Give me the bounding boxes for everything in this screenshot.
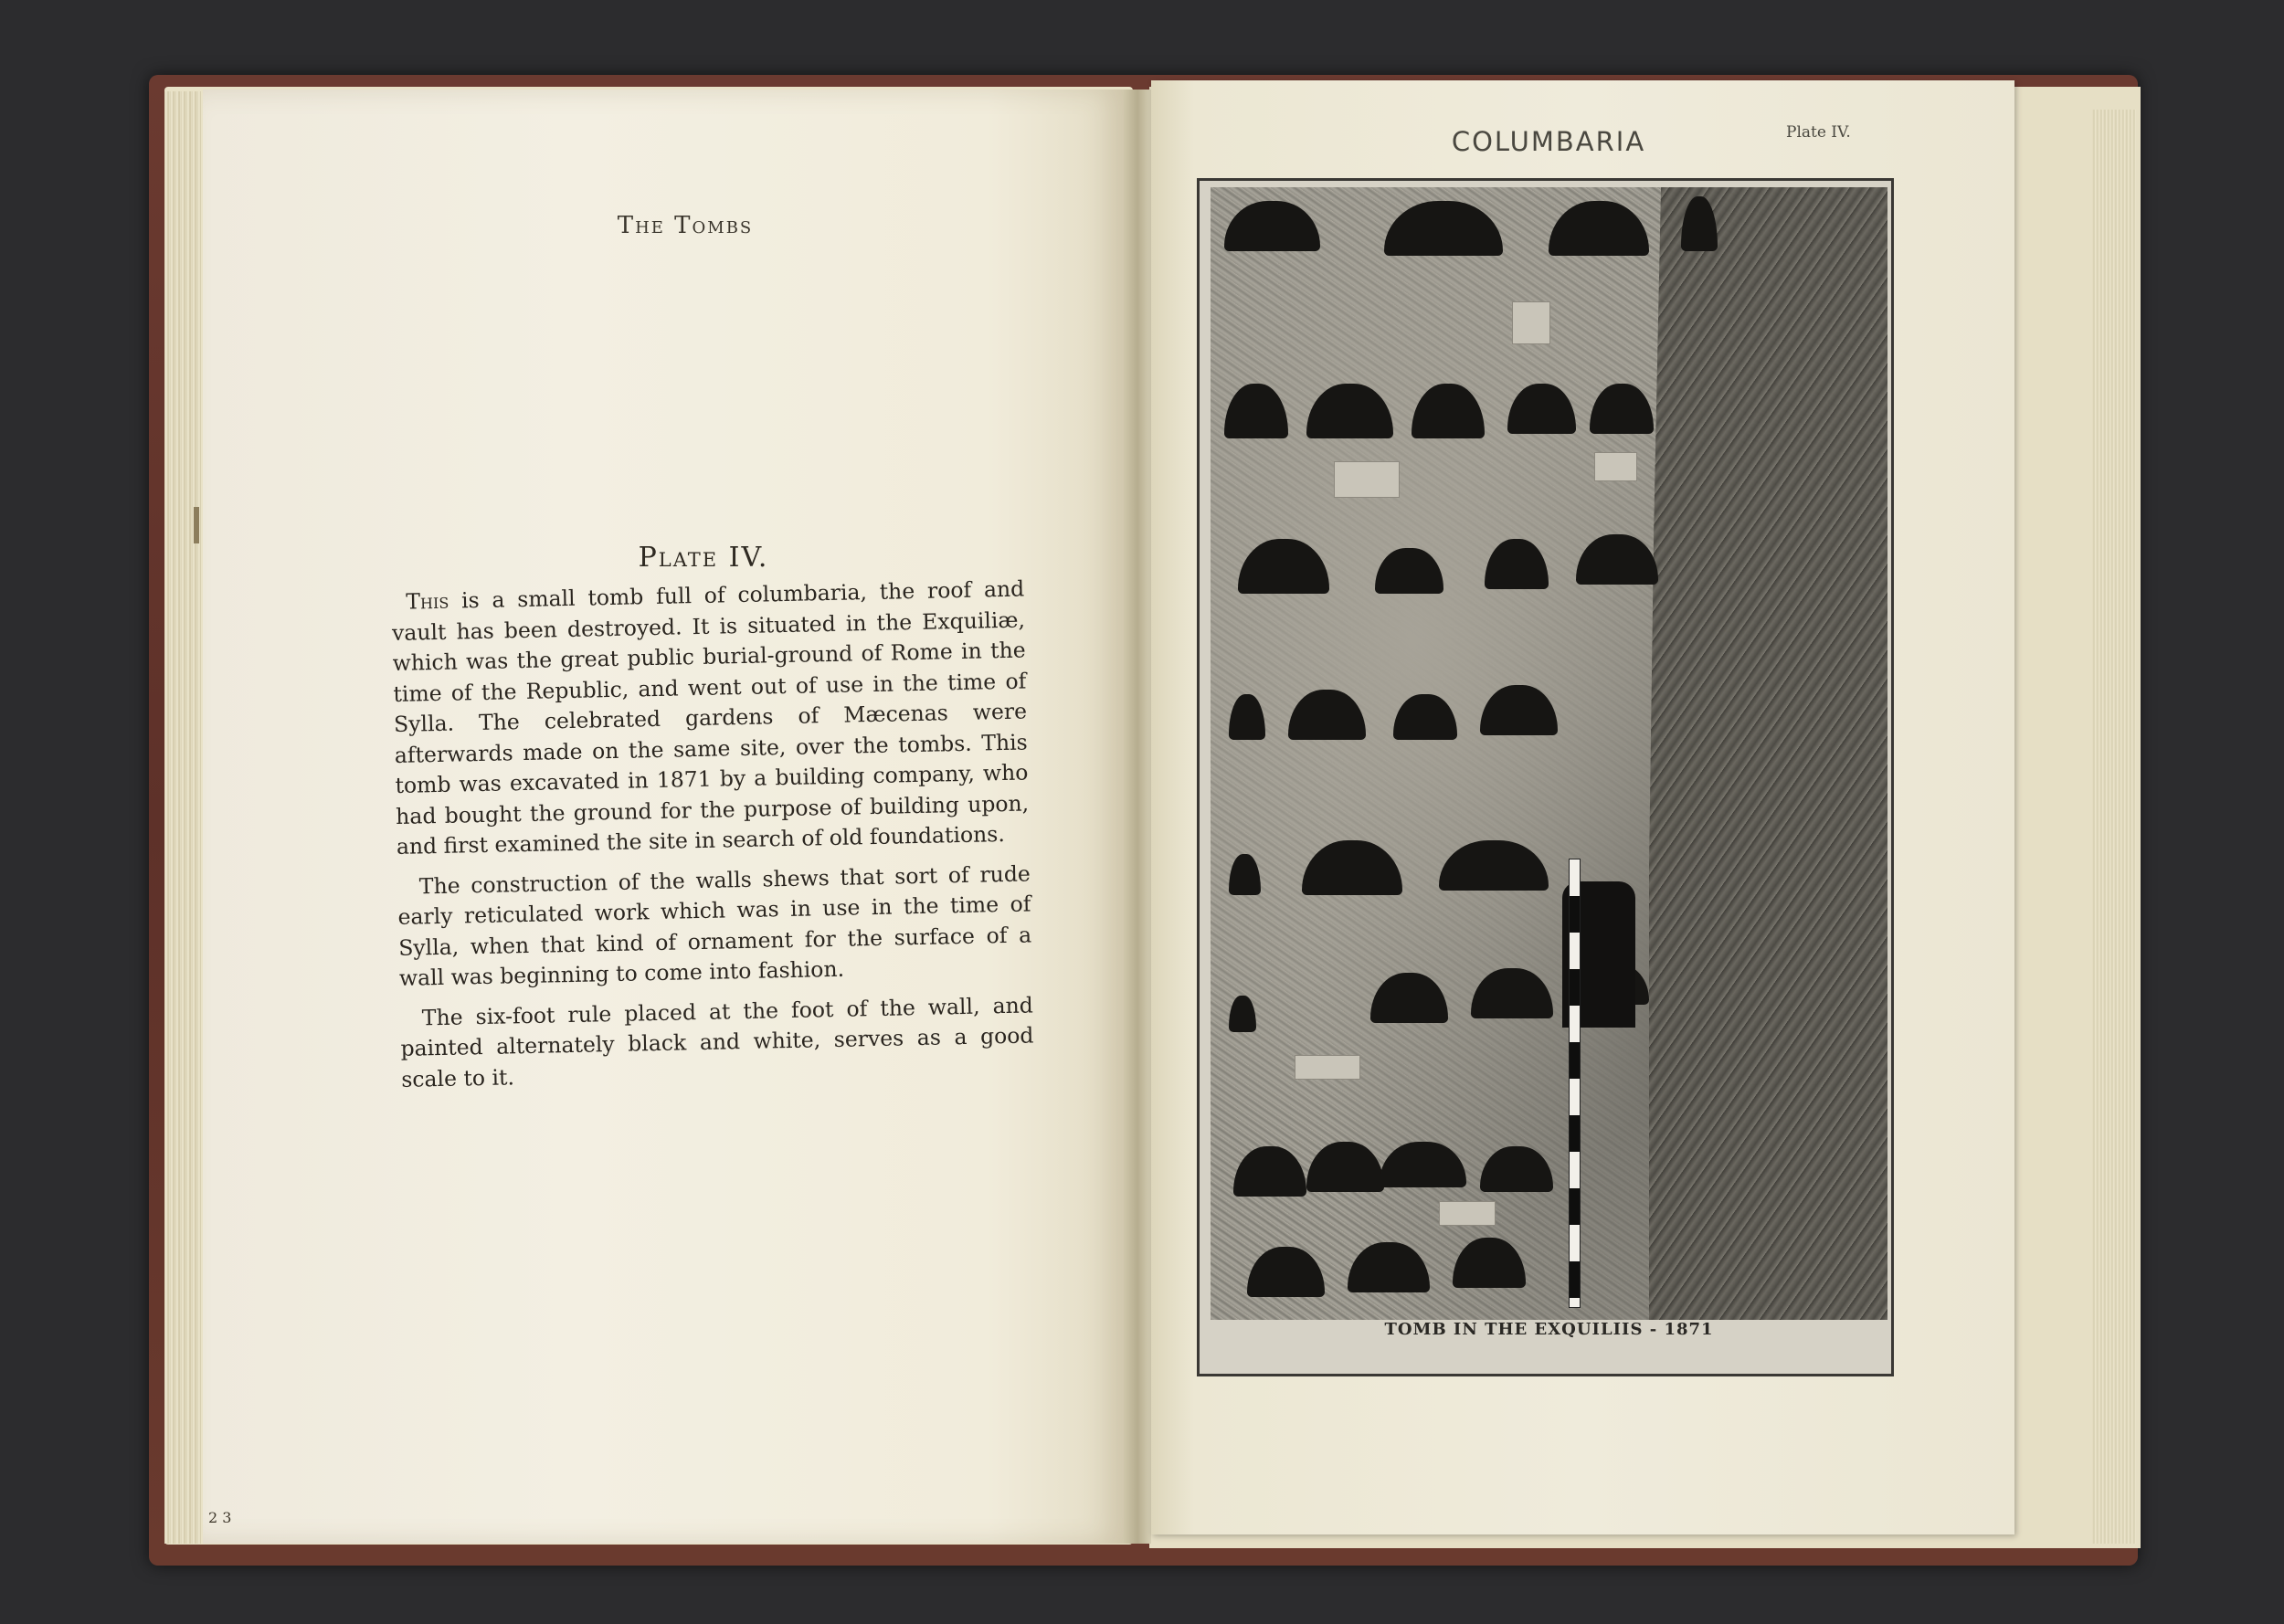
niche <box>1370 973 1448 1023</box>
inscription-tablet <box>1594 452 1637 481</box>
left-page-edges <box>164 91 201 1544</box>
niche <box>1549 201 1649 256</box>
running-head: The Tombs <box>617 212 754 239</box>
body-text <box>391 574 1035 1103</box>
niche <box>1229 694 1265 740</box>
tomb-photograph <box>1211 187 1887 1320</box>
paragraph-1-text: is a small tomb full of columbaria, the roof and vault has been destroyed. It is situated in the Exquiliæ, which was the great public burial-ground of Rome in the time of the Republic, and went out of use in the time of Sylla. The celebrated gardens of Mæcenas were afterwards made on the same site, over the tombs. This tomb was excavated in 1871 by a building company, who had bought the ground for the purpose of building upon, and first examined the site in search of old foundations. <box>391 575 1030 859</box>
niche <box>1288 690 1366 740</box>
book-gutter <box>1124 90 1151 1544</box>
inscription-tablet <box>1439 1201 1496 1226</box>
niche <box>1302 840 1402 895</box>
niche <box>1224 201 1320 251</box>
niche <box>1229 996 1256 1032</box>
niche <box>1576 534 1658 585</box>
niche <box>1229 854 1261 895</box>
niche <box>1238 539 1329 594</box>
paragraph-1 <box>391 574 1030 862</box>
niche <box>1507 384 1576 434</box>
plate-heading: Plate IV. <box>638 542 769 574</box>
page-tab-marker <box>194 507 199 543</box>
niche <box>1480 685 1558 735</box>
niche <box>1233 1146 1306 1197</box>
inscription-tablet <box>1334 461 1400 498</box>
niche <box>1590 384 1654 434</box>
niche <box>1485 539 1549 589</box>
paragraph-3: The six-foot rule placed at the foot of the wall, and painted alternately black and white, serves as a good scale to it. <box>400 991 1034 1092</box>
paragraph-1-lead: This <box>406 587 449 615</box>
niche <box>1439 840 1549 891</box>
niche <box>1306 1142 1384 1192</box>
niche <box>1375 548 1443 594</box>
six-foot-rule <box>1569 859 1581 1308</box>
niche <box>1412 384 1485 438</box>
right-page-edges <box>2092 110 2136 1544</box>
niche <box>1384 201 1503 256</box>
inscription-tablet <box>1512 301 1550 344</box>
niche <box>1306 384 1393 438</box>
niche <box>1471 968 1553 1018</box>
inscription-tablet <box>1295 1055 1360 1080</box>
niche <box>1393 694 1457 740</box>
niche <box>1247 1247 1325 1297</box>
plate-label: Plate IV. <box>1786 123 1851 142</box>
niche <box>1224 384 1288 438</box>
niche <box>1480 1146 1553 1192</box>
page-markers: 2 3 <box>208 1509 232 1526</box>
niche <box>1380 1142 1466 1187</box>
niche <box>1453 1238 1526 1288</box>
niche <box>1348 1242 1430 1292</box>
paragraph-2: The construction of the walls shews that sort of rude early reticulated work which was in use in the time of Sylla, when that kind of ornament for the surface of a wall was beginning to come into fashion. <box>397 859 1032 991</box>
reticulated-wall <box>1649 187 1887 1320</box>
plate-title: COLUMBARIA <box>1451 126 1646 157</box>
plate-caption: TOMB IN THE EXQUILIIS - 1871 <box>1384 1320 1714 1339</box>
